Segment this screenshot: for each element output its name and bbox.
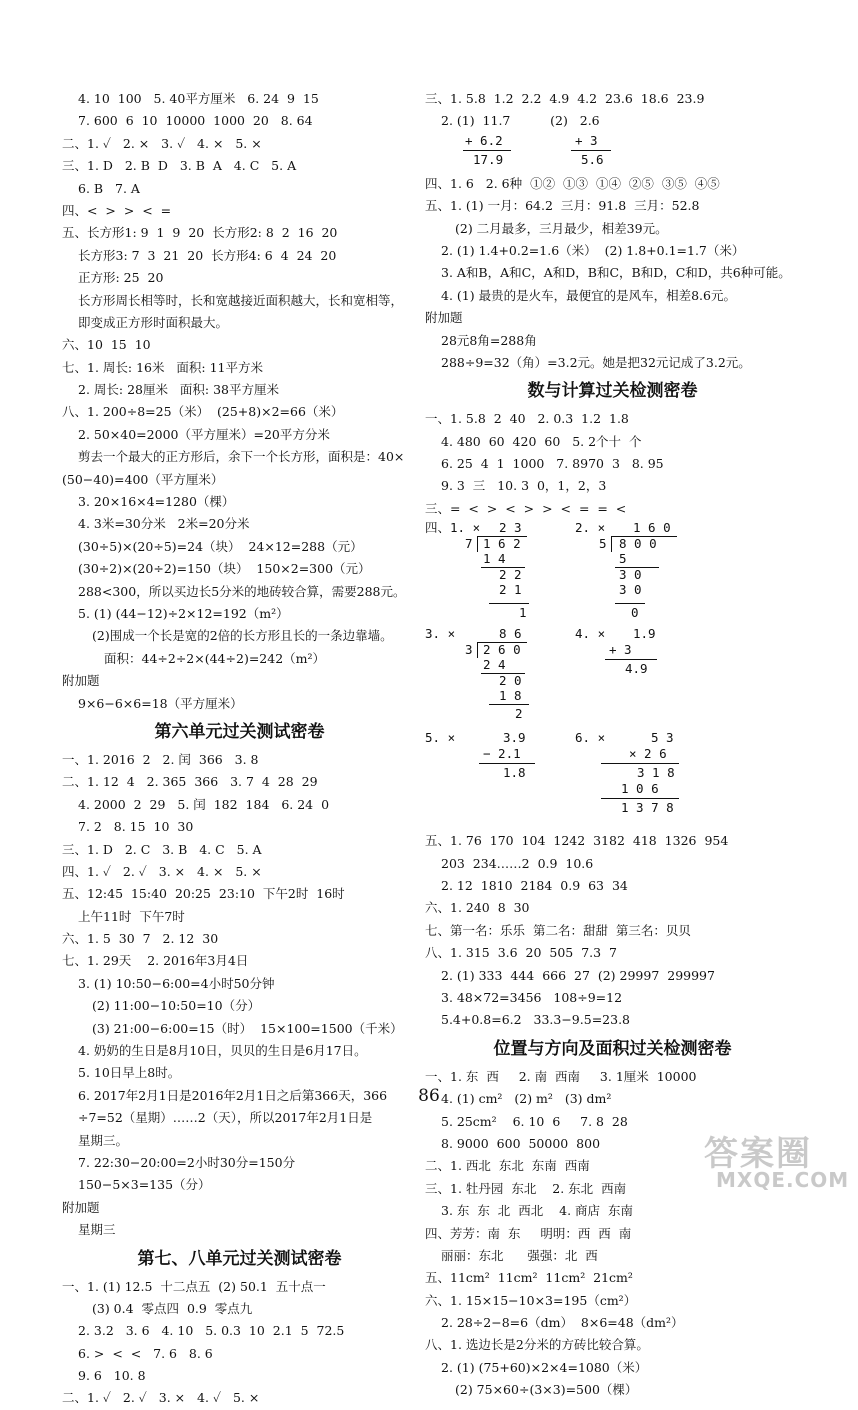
answer-line: 2. 28÷2−8=6（dm） 8×6=48（dm²）: [441, 1315, 684, 1331]
answer-line: 288÷9=32（角）=3.2元。她是把32元记成了3.2元。: [441, 354, 751, 370]
answer-line: 七、第一名：乐乐 第二名：甜甜 第三名：贝贝: [425, 922, 691, 938]
rule-line: [601, 798, 679, 799]
section-title: 位置与方向及面积过关检测密卷: [493, 1038, 732, 1059]
quotient: 8 6: [499, 626, 522, 642]
quotient: 1 6 0: [633, 520, 671, 536]
rule-line: [489, 704, 529, 705]
answer-line: 五、12:45 15:40 20:25 23:10 下午2时 16时: [62, 886, 345, 902]
answer-line: 4. 3米=30分米 2米=20分米: [78, 516, 250, 532]
answer-line: 6. > < < 7. 6 8. 6: [78, 1345, 213, 1361]
operand: 5 3: [651, 730, 674, 746]
answer-line: ÷7=52（星期）……2（天），所以2017年2月1日是: [78, 1110, 373, 1126]
answer-line: 7. 2 8. 15 10 30: [78, 819, 194, 835]
answer-line: 星期三: [78, 1222, 116, 1238]
remainder: 0: [631, 605, 639, 621]
addend: + 6.2: [465, 132, 503, 148]
remainder: 2 0: [499, 673, 522, 689]
operand: 3.9: [503, 730, 526, 746]
division-bracket: [477, 642, 478, 658]
answer-line: 八、1. 选边长是2分米的方砖比较合算。: [425, 1337, 649, 1353]
answer-line: 4. 10 100 5. 40平方厘米 6. 24 9 15: [78, 91, 319, 106]
bonus-heading: 附加题: [62, 673, 100, 689]
answer-line: 三、= < > < > > < = = <: [425, 500, 627, 516]
operand: + 3: [609, 642, 632, 658]
division-bracket: [477, 536, 478, 552]
subtrahend: 1 4: [483, 551, 506, 567]
answer-line: 4. (1) 最贵的是火车，最便宜的是风车，相差8.6元。: [441, 287, 736, 303]
answer-line: 一、1. (1) 12.5 十二点五 (2) 50.1 五十点一: [62, 1278, 326, 1294]
section-title: 第七、八单元过关测试密卷: [137, 1248, 342, 1269]
answer-line: 3. 48×72=3456 108÷9=12: [441, 989, 623, 1005]
answer-line: 2. 50×40=2000（平方厘米）=20平方分米: [78, 426, 330, 442]
answers-block-a: [62, 88, 417, 715]
answer-line: 2. (1) 1.4+0.2=1.6（米） (2) 1.8+0.1=1.7（米）: [441, 242, 745, 258]
rule-line: [463, 150, 511, 151]
answer-line: (2) 11:00−10:50=10（分）: [92, 998, 261, 1014]
divisor: 7: [465, 536, 473, 552]
answer-line: 9. 6 10. 8: [78, 1368, 146, 1384]
answer-line: 三、1. D 2. C 3. B 4. C 5. A: [62, 841, 262, 857]
answer-line: 三、1. 5.8 1.2 2.2 4.9 4.2 23.6 18.6 23.9: [425, 91, 705, 106]
answer-line: 剪去一个最大的正方形后，余下一个长方形，面积是：40×: [78, 449, 405, 465]
answer-line: 即变成正方形时面积最大。: [78, 314, 229, 330]
rule-line: [489, 603, 529, 604]
answer-line: 4. 2000 2 29 5. 闰 182 184 6. 24 0: [78, 796, 330, 812]
divisor: 5: [599, 536, 607, 552]
bonus-heading: 附加题: [425, 310, 463, 326]
answer-line: 二、1. 12 4 2. 365 366 3. 7 4 28 29: [62, 774, 318, 790]
question-label: 2. ×: [575, 520, 606, 536]
answer-line: 7. 600 6 10 10000 1000 20 8. 64: [78, 113, 313, 129]
answer-line: 2. (1) 333 444 666 27 (2) 29997 299997: [441, 967, 715, 983]
operand: 1.9: [633, 626, 656, 642]
answer-line: (30÷2)×(20÷2)=150（块） 150×2=300（元）: [78, 561, 371, 577]
long-division-tail: [425, 602, 800, 626]
answer-line: 二、1. 西北 东北 东南 西南: [425, 1158, 590, 1174]
answer-line: 五、11cm² 11cm² 11cm² 21cm²: [425, 1270, 633, 1286]
answer-line: 二、1. ✓ 2. × 3. ✓ 4. × 5. ×: [62, 135, 262, 151]
right-column: [425, 88, 800, 1402]
dividend: 1 6 2: [483, 536, 521, 552]
subtrahend: 2 1: [499, 582, 522, 598]
rule-line: [601, 763, 679, 764]
answers-block-c: [62, 1276, 417, 1410]
answer-line: 2. (1) 11.7 (2) 2.6: [441, 113, 600, 129]
watermark-logo: [696, 1124, 850, 1194]
subtrahend: 2 4: [483, 657, 506, 673]
answer-line: 六、1. 15×15−10×3=195（cm²）: [425, 1292, 637, 1308]
quotient: 2 3: [499, 520, 522, 536]
addend: + 3: [575, 132, 598, 148]
question-label: 四、1. ×: [425, 520, 481, 536]
answer-line: 一、1. 5.8 2 40 2. 0.3 1.2 1.8: [425, 411, 629, 427]
answer-line: 3. 东 东 北 西北 4. 商店 东南: [441, 1203, 633, 1219]
divisor: 3: [465, 642, 473, 658]
answer-line: 四、1. ✓ 2. ✓ 3. × 4. × 5. ×: [62, 863, 262, 879]
rule-line: [479, 763, 535, 764]
dividend: 8 0 0: [619, 536, 657, 552]
answer-line: 8. 9000 600 50000 800: [441, 1135, 601, 1151]
answer-line: 203 234……2 0.9 10.6: [441, 855, 594, 871]
answer-line: 28元8角=288角: [441, 332, 537, 348]
answer-line: (2)围成一个长是宽的2倍的长方形且长的一条边靠墙。: [92, 628, 393, 644]
answer-line: 2. 3.2 3. 6 4. 10 5. 0.3 10 2.1 5 72.5: [78, 1323, 345, 1339]
answer-line: (50−40)=400（平方厘米）: [62, 471, 224, 487]
answer-line: 五、长方形1: 9 1 9 20 长方形2: 8 2 16 20: [62, 225, 338, 241]
watermark-text: 答案圈: [704, 1134, 812, 1174]
subtrahend: 1 8: [499, 688, 522, 704]
answer-line: 4. 奶奶的生日是8月10日，贝贝的生日是6月17日。: [78, 1043, 367, 1059]
answer-line: 六、1. 240 8 30: [425, 900, 530, 916]
partial-product: 3 1 8: [637, 765, 675, 781]
answer-line: (3) 21:00−6:00=15（时） 15×100=1500（千米）: [92, 1020, 403, 1036]
answer-line: 正方形: 25 20: [78, 270, 164, 286]
answer-line: 一、1. 东 西 2. 南 西南 3. 1厘米 10000: [425, 1068, 697, 1084]
dividend: 2 6 0: [483, 642, 521, 658]
vertical-calc-row: [425, 730, 800, 830]
operand: × 2 6: [629, 746, 667, 762]
answer-line: 5. 10日早上8时。: [78, 1065, 181, 1081]
section-title: 第六单元过关测试密卷: [154, 721, 325, 742]
bonus-heading: 附加题: [62, 1199, 100, 1215]
rule-line: [571, 150, 611, 151]
answer-line: 三、1. D 2. B D 3. B A 4. C 5. A: [62, 158, 297, 174]
answer-line: 四、芳芳：南 东 明明：西 西 南: [425, 1225, 632, 1241]
remainder: 3 0: [619, 567, 642, 583]
remainder: 2: [515, 706, 523, 722]
answer-line: 一、1. 2016 2 2. 闰 366 3. 8: [62, 751, 259, 767]
left-column: [62, 88, 417, 1410]
section-title: 数与计算过关检测密卷: [527, 381, 698, 402]
operand: − 2.1: [483, 746, 521, 762]
answer-line: (30÷5)×(20÷5)=24（块） 24×12=288（元）: [78, 538, 363, 554]
answer-line: 长方形周长相等时，长和宽越接近面积越大，长和宽相等，: [78, 292, 404, 308]
question-label: 5. ×: [425, 730, 456, 746]
answer-line: 4. (1) cm² (2) m² (3) dm²: [441, 1091, 612, 1107]
answer-line: 星期三。: [78, 1132, 129, 1148]
answer-line: 四、< > > < =: [62, 202, 172, 218]
answer-line: 5. (1) (44−12)÷2×12=192（m²）: [78, 605, 289, 621]
vertical-addition: [425, 133, 800, 173]
answer-line: 五、1. 76 170 104 1242 3182 418 1326 954: [425, 833, 729, 849]
answer-line: 6. 2017年2月1日是2016年2月1日之后第366天，366: [78, 1087, 388, 1103]
answer-line: (2) 75×60÷(3×3)=500（棵）: [455, 1382, 638, 1398]
answer-line: (3) 0.4 零点四 0.9 零点九: [92, 1300, 253, 1316]
answers-block-g: [425, 1066, 800, 1402]
answer-line: 3. 20×16×4=1280（棵）: [78, 494, 235, 510]
answer-line: 9×6−6×6=18（平方厘米）: [78, 695, 243, 711]
answer-line: 6. 25 4 1 1000 7. 8970 3 8. 95: [441, 456, 664, 472]
answer-line: 3. (1) 10:50−6:00=4小时50分钟: [78, 975, 275, 991]
answer-line: 3. A和B，A和C，A和D，B和C，B和D，C和D，共6种可能。: [441, 265, 791, 281]
answer-line: 9. 3 三 10. 3 0，1，2，3: [441, 478, 607, 494]
answer-line: 2. 周长: 28厘米 面积: 38平方厘米: [78, 382, 280, 398]
long-division-row: [425, 520, 800, 602]
answer-line: 上午11时 下午7时: [78, 908, 185, 924]
question-label: 6. ×: [575, 730, 606, 746]
question-label: 3. ×: [425, 626, 456, 642]
page-number: 86: [418, 1086, 440, 1106]
answer-line: 六、10 15 10: [62, 337, 151, 353]
answer-line: (2) 二月最多，三月最少，相差39元。: [455, 220, 668, 236]
answer-line: 二、1. ✓ 2. ✓ 3. × 4. ✓ 5. ×: [62, 1390, 260, 1406]
watermark-url: MXQE.COM: [716, 1168, 850, 1192]
answers-block-e: [425, 408, 800, 1031]
answer-line: 面积：44÷2÷2×(44÷2)=242（m²）: [104, 650, 326, 666]
long-division-row: [425, 626, 800, 730]
division-bracket: [611, 536, 612, 552]
answer-line: 七、1. 周长: 16米 面积: 11平方米: [62, 359, 264, 375]
result: 1.8: [503, 765, 526, 781]
sum: 5.6: [581, 151, 604, 167]
answer-line: 丽丽：东北 强强：北 西: [441, 1247, 598, 1263]
answer-line: 长方形3: 7 3 21 20 长方形4: 6 4 24 20: [78, 247, 337, 263]
answer-line: 五、1. (1) 一月：64.2 三月：91.8 三月：52.8: [425, 198, 700, 214]
answer-line: 2. (1) (75+60)×2×4=1080（米）: [441, 1359, 648, 1375]
answer-line: 2. 12 1810 2184 0.9 63 34: [441, 878, 628, 894]
answer-line: 5.4+0.8=6.2 33.3−9.5=23.8: [441, 1012, 630, 1028]
answer-line: 7. 22:30−20:00=2小时30分=150分: [78, 1154, 296, 1170]
answers-block-d: [425, 88, 800, 374]
result: 4.9: [625, 661, 648, 677]
answer-line: 七、1. 29天 2. 2016年3月4日: [62, 953, 249, 969]
answer-line: 六、1. 5 30 7 2. 12 30: [62, 931, 219, 947]
answer-line: 八、1. 315 3.6 20 505 7.3 7: [425, 945, 617, 961]
answer-line: 三、1. 牡丹园 东北 2. 东北 西南: [425, 1180, 627, 1196]
subtrahend: 3 0: [619, 582, 642, 598]
remainder: 2 2: [499, 567, 522, 583]
result: 1 3 7 8: [621, 800, 674, 816]
answer-line: 6. B 7. A: [78, 180, 140, 196]
answers-block-b: [62, 749, 417, 1242]
answer-line: 4. 480 60 420 60 5. 2个十 个: [441, 433, 642, 449]
question-label: 4. ×: [575, 626, 606, 642]
answer-line: 四、1. 6 2. 6种 ①② ①③ ①④ ②⑤ ③⑤ ④⑤: [425, 175, 720, 191]
answer-line: 八、1. 200÷8=25（米） (25+8)×2=66（米）: [62, 404, 344, 420]
answer-line: 150−5×3=135（分）: [78, 1177, 211, 1193]
answer-line: 5. 25cm² 6. 10 6 7. 8 28: [441, 1113, 628, 1129]
partial-product: 1 0 6: [621, 781, 659, 797]
rule-line: [605, 659, 657, 660]
subtrahend: 5: [619, 551, 627, 567]
rule-line: [615, 603, 645, 604]
remainder: 1: [519, 605, 527, 621]
sum: 17.9: [473, 151, 504, 167]
answer-line: 288<300，所以买边长5分米的地砖较合算，需要288元。: [78, 583, 406, 599]
